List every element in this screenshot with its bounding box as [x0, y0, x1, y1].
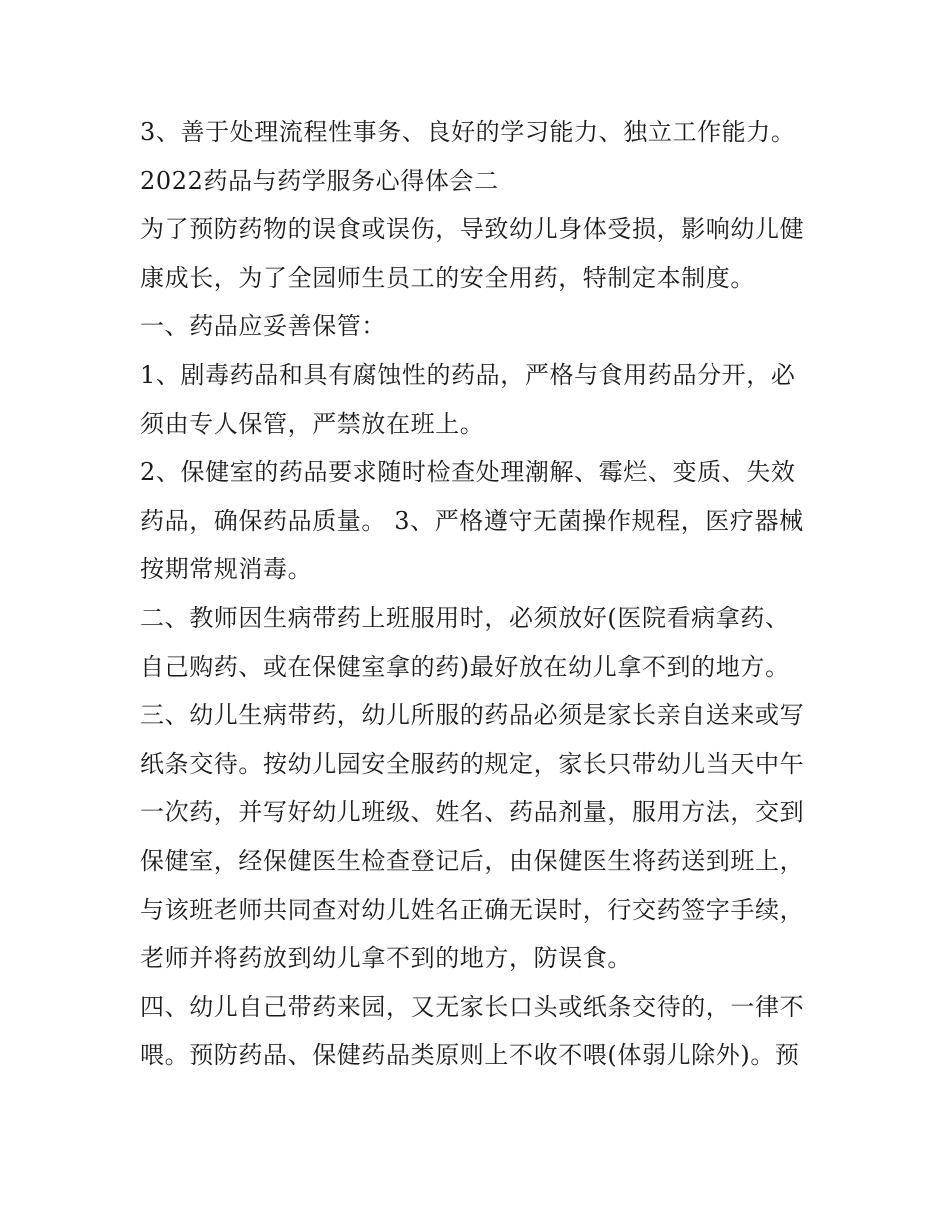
text-line: 2、保健室的药品要求随时检查处理潮解、霉烂、变质、失效: [140, 458, 796, 487]
text-line: 按期常规消毒。: [140, 555, 313, 584]
text-line: 喂。预防药品、保健药品类原则上不收不喂(体弱儿除外)。预: [140, 1041, 800, 1070]
text-line: 一次药，并写好幼儿班级、姓名、药品剂量，服用方法，交到: [140, 798, 805, 827]
section-heading: 2022药品与药学服务心得体会二: [140, 166, 499, 195]
text-line: 老师并将药放到幼儿拿不到的地方，防误食。: [140, 944, 632, 973]
text-line: 自己购药、或在保健室拿的药)最好放在幼儿拿不到的地方。: [140, 652, 790, 681]
text-line: 须由专人保管，严禁放在班上。: [140, 409, 485, 438]
text-line: 为了预防药物的误食或误伤，导致幼儿身体受损，影响幼儿健: [140, 215, 805, 244]
text-line: 与该班老师共同查对幼儿姓名正确无误时，行交药签字手续，: [140, 895, 805, 924]
text-line: 四、幼儿自己带药来园，又无家长口头或纸条交待的，一律不: [140, 992, 805, 1021]
text-line: 1、剧毒药品和具有腐蚀性的药品，严格与食用药品分开，必: [140, 360, 796, 389]
text-line: 药品，确保药品质量。 3、严格遵守无菌操作规程，医疗器械: [140, 506, 804, 535]
text-line: 3、善于处理流程性事务、良好的学习能力、独立工作能力。: [140, 118, 796, 146]
text-line: 保健室，经保健医生检查登记后，由保健医生将药送到班上，: [140, 846, 805, 875]
text-line: 一、药品应妥善保管：: [140, 312, 386, 341]
document-body: [140, 108, 830, 1080]
text-line: 康成长，为了全园师生员工的安全用药，特制定本制度。: [140, 263, 755, 292]
text-line: 纸条交待。按幼儿园安全服药的规定，家长只带幼儿当天中午: [140, 749, 805, 778]
text-line: 三、幼儿生病带药，幼儿所服的药品必须是家长亲自送来或写: [140, 701, 805, 730]
text-line: 二、教师因生病带药上班服用时，必须放好(医院看病拿药、: [140, 603, 790, 632]
